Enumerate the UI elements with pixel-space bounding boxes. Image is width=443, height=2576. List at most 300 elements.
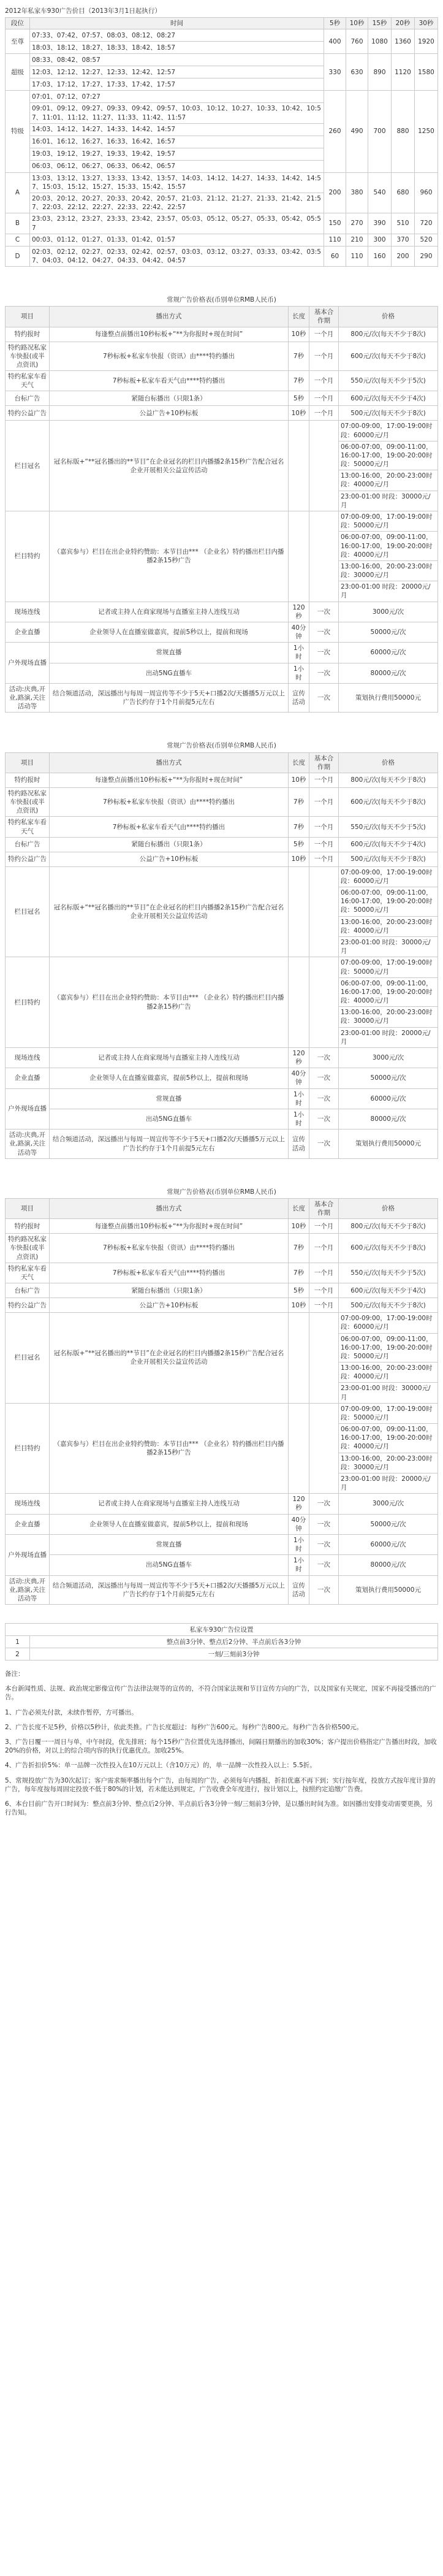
item-name: 特约公益广告 bbox=[6, 1298, 50, 1313]
tier-name: A bbox=[6, 172, 30, 213]
min-term: 一个月 bbox=[309, 1219, 339, 1234]
column-header: 项目 bbox=[6, 1198, 50, 1218]
note-item: 5、常规投放广告为30次起订；客户需求频率播出每个广告，由每周的广告，必须每年内播报，折扣优惠不再下到；实行按年度，投放方式按年度计算的广告，每年度按每周固定投放不低于80%的计划，若未能达到规定，广告收费全年度进行，按计划以上，按照约定追缴广告费。 bbox=[5, 1776, 436, 1793]
title-sponsor-price: 06:00-07:00，09:00-11:00，16:00-17:00，19:00-20:00时段：50000元/月 bbox=[339, 441, 438, 470]
table-row bbox=[6, 663, 438, 683]
item-name: 特约路况私家车快报(或半点资讯) bbox=[6, 1234, 50, 1263]
title-sponsor-price: 13:00-16:00，20:00-23:00时段：40000元/月 bbox=[339, 916, 438, 936]
guest-sponsor-term bbox=[309, 957, 339, 1048]
title-sponsor-price: 13:00-16:00，20:00-23:00时段：40000元/月 bbox=[339, 470, 438, 491]
broadcast-method: 7秒标板+私家车快报（资讯）由****特约播出 bbox=[50, 1234, 289, 1263]
title-sponsor-length bbox=[289, 866, 309, 957]
title-sponsor-price: 13:00-16:00，20:00-23:00时段：40000元/月 bbox=[339, 1363, 438, 1383]
table-row bbox=[6, 1088, 438, 1109]
item-name: 企业直播 bbox=[6, 1514, 50, 1534]
min-term: 一次 bbox=[309, 1129, 339, 1159]
price-cell: 210 bbox=[346, 234, 368, 246]
ad-length: 10秒 bbox=[289, 327, 309, 342]
item-name: 活动:庆典,开业,路演,关注活动等 bbox=[6, 1129, 50, 1159]
price-cell: 490 bbox=[346, 91, 368, 172]
broadcast-method: 结合频道活动，深远播出与每周一周宣传等不少于5天+口播2次/天播播5万元以上广告长约存于1个月前提5元左右 bbox=[50, 1575, 289, 1605]
price: 600元/次(每天不少于8次) bbox=[339, 342, 438, 371]
broadcast-method: 记者或主持人在商家现场与直播室主持人连线互动 bbox=[50, 1047, 289, 1068]
broadcast-method: 出动5NG直播车 bbox=[50, 663, 289, 683]
table-row bbox=[6, 866, 438, 887]
column-header: 30秒 bbox=[415, 18, 438, 29]
price-cell: 380 bbox=[346, 172, 368, 213]
price: 800元/次(每天不少于8次) bbox=[339, 327, 438, 342]
table-row bbox=[6, 1234, 438, 1263]
min-term: 一个月 bbox=[309, 787, 339, 817]
min-term: 一次 bbox=[309, 1494, 339, 1514]
item-name: 特约私家车看天气 bbox=[6, 1263, 50, 1283]
ad-length: 7秒 bbox=[289, 342, 309, 371]
table-row bbox=[6, 622, 438, 642]
price-cell: 390 bbox=[368, 213, 392, 234]
price-cell: 1120 bbox=[392, 54, 415, 91]
title-sponsor-term bbox=[309, 421, 339, 511]
price: 策划执行费用50000元 bbox=[339, 683, 438, 713]
table-row bbox=[6, 1636, 438, 1648]
guest-sponsor-method: （嘉宾参与）栏目在出企业特约赞助：本节目由*** （企业名）特约播出栏目内播播2条15秒广告 bbox=[50, 1403, 289, 1494]
guest-sponsor-name: 栏目特约 bbox=[6, 957, 50, 1048]
price-cell: 110 bbox=[346, 246, 368, 266]
min-term: 一个月 bbox=[309, 406, 339, 421]
note-item: 本台新闻性质、法规、政治规定影像宣传广告法律法规等的宣传的，不符合国家法规和节目宣传方向的广告，以及国家有关规定，国家不再接受播出的广告。 bbox=[5, 1685, 436, 1702]
min-term: 一次 bbox=[309, 1555, 339, 1575]
item-name: 特约私家车看天气 bbox=[6, 817, 50, 837]
price: 3000元/次 bbox=[339, 1494, 438, 1514]
tier-name: 至尊 bbox=[6, 29, 30, 54]
time-slots: 20:03、20:12、20:27、20:33、20:42、20:57、21:03、21:12、21:27、21:33、21:42、21:57、22:03、22:12、22:27、22:33、22:42、22:57 bbox=[30, 193, 324, 213]
column-header: 项目 bbox=[6, 307, 50, 327]
title-sponsor-name: 栏目冠名 bbox=[6, 866, 50, 957]
broadcast-method: 常规直播 bbox=[50, 643, 289, 663]
item-name: 现场连线 bbox=[6, 1494, 50, 1514]
column-header: 价格 bbox=[339, 307, 438, 327]
ad-length: 10秒 bbox=[289, 1219, 309, 1234]
ad-length: 5秒 bbox=[289, 391, 309, 406]
price-cell: 540 bbox=[368, 172, 392, 213]
tier-name: B bbox=[6, 213, 30, 234]
regular-ad-caption-3: 常规广告价格表(币别单位RMB人民币) bbox=[167, 1188, 276, 1196]
price-cell: 160 bbox=[368, 246, 392, 266]
table-row bbox=[6, 1494, 438, 1514]
item-name: 现场连线 bbox=[6, 1047, 50, 1068]
time-slots: 02:03、02:12、02:27、02:33、02:42、02:57、03:03、03:12、03:27、03:33、03:42、03:57、04:03、04:12、04:27、04:33、04:42、04:57 bbox=[30, 246, 324, 266]
price-cell: 1360 bbox=[392, 29, 415, 54]
guest-sponsor-price: 07:00-09:00，17:00-19:00时段：50000元/月 bbox=[339, 511, 438, 531]
column-header: 长度 bbox=[289, 307, 309, 327]
price-cell: 520 bbox=[415, 234, 438, 246]
time-slots: 07:33、07:42、07:57、08:03、08:12、08:27 bbox=[30, 29, 324, 42]
min-term: 一个月 bbox=[309, 1234, 339, 1263]
ad-length: 10秒 bbox=[289, 406, 309, 421]
min-term: 一次 bbox=[309, 602, 339, 622]
guest-sponsor-price: 07:00-09:00，17:00-19:00时段：50000元/月 bbox=[339, 1403, 438, 1423]
item-name: 台标广告 bbox=[6, 837, 50, 852]
table-row bbox=[6, 602, 438, 622]
price-cell: 960 bbox=[415, 172, 438, 213]
broadcast-method: 企业领导人在直播室做嘉宾，提前5秒以上，提前和现场 bbox=[50, 1068, 289, 1088]
item-name: 活动:庆典,开业,路演,关注活动等 bbox=[6, 1575, 50, 1605]
time-slots: 16:01、16:12、16:27、16:33、16:42、16:57 bbox=[30, 136, 324, 148]
broadcast-method: 常规直播 bbox=[50, 1088, 289, 1109]
guest-sponsor-price: 13:00-16:00，20:00-23:00时段：30000元/月 bbox=[339, 560, 438, 581]
time-slots: 13:03、13:12、13:27、13:33、13:42、13:57、14:03、14:12、14:27、14:33、14:42、14:57、15:03、15:12、15:27、15:33、15:42、15:57 bbox=[30, 172, 324, 193]
price: 策划执行费用50000元 bbox=[339, 1129, 438, 1159]
price-cell: 1250 bbox=[415, 91, 438, 172]
broadcast-method: 紧随台标播出（只限1条） bbox=[50, 837, 289, 852]
table-row bbox=[6, 817, 438, 837]
ad-length: 40分钟 bbox=[289, 1514, 309, 1534]
title-sponsor-method: 冠名标版+“**冠名播出的**节目”在企业冠名的栏目内播播2条15秒广告配合冠名企业开展相关公益宣传活动 bbox=[50, 421, 289, 511]
column-header: 播出方式 bbox=[50, 1198, 289, 1218]
time-slots: 07:01、07:12、07:27 bbox=[30, 91, 324, 103]
guest-sponsor-length bbox=[289, 957, 309, 1048]
table-row bbox=[6, 683, 438, 713]
min-term: 一个月 bbox=[309, 773, 339, 787]
tier-name: 特级 bbox=[6, 91, 30, 172]
price: 80000元/次 bbox=[339, 1109, 438, 1129]
rate-title: 2012年私家车930广告价目（2013年3月1日起执行） bbox=[5, 7, 161, 15]
price-cell: 150 bbox=[324, 213, 346, 234]
ad-length: 1小时 bbox=[289, 1088, 309, 1109]
price: 50000元/次 bbox=[339, 1514, 438, 1534]
guest-sponsor-length bbox=[289, 511, 309, 602]
price: 800元/次(每天不少于8次) bbox=[339, 1219, 438, 1234]
table-row bbox=[6, 1068, 438, 1088]
table-row bbox=[6, 371, 438, 391]
ad-length: 1小时 bbox=[289, 663, 309, 683]
guest-sponsor-name: 栏目特约 bbox=[6, 1403, 50, 1494]
tier-name: C bbox=[6, 234, 30, 246]
ad-length: 120秒 bbox=[289, 1494, 309, 1514]
table-row bbox=[6, 406, 438, 421]
title-sponsor-length bbox=[289, 1313, 309, 1404]
min-term: 一次 bbox=[309, 1575, 339, 1605]
table-row bbox=[6, 246, 438, 266]
min-term: 一次 bbox=[309, 1068, 339, 1088]
table-row bbox=[6, 1403, 438, 1423]
table-row bbox=[6, 234, 438, 246]
ad-length: 5秒 bbox=[289, 1283, 309, 1298]
price-cell: 760 bbox=[346, 29, 368, 54]
title-sponsor-price: 06:00-07:00，09:00-11:00，16:00-17:00，19:00-20:00时段：50000元/月 bbox=[339, 887, 438, 917]
ad-length: 10秒 bbox=[289, 773, 309, 787]
item-name: 特约报时 bbox=[6, 327, 50, 342]
item-name: 特约报时 bbox=[6, 1219, 50, 1234]
slot-desc: 一刻/三刻前3分钟 bbox=[30, 1648, 438, 1661]
broadcast-method: 记者或主持人在商家现场与直播室主持人连线互动 bbox=[50, 602, 289, 622]
outdoor-live-name: 户外现场直播 bbox=[6, 643, 50, 684]
table-row bbox=[6, 1109, 438, 1129]
time-slots: 09:01、09:12、09:27、09:33、09:42、09:57、10:03、10:12、10:27、10:33、10:42、10:57、11:01、11:12、11:27、11:33、11:42、11:57 bbox=[30, 103, 324, 123]
time-slots: 08:33、08:42、08:57 bbox=[30, 54, 324, 66]
price-cell: 330 bbox=[324, 54, 346, 91]
price-cell: 880 bbox=[392, 91, 415, 172]
broadcast-method: 结合频道活动，深远播出与每周一周宣传等不少于5天+口播2次/天播播5万元以上广告长约存于1个月前提5元左右 bbox=[50, 683, 289, 713]
min-term: 一次 bbox=[309, 1534, 339, 1554]
time-slot-rate-table bbox=[5, 17, 438, 267]
min-term: 一个月 bbox=[309, 391, 339, 406]
price-cell: 400 bbox=[324, 29, 346, 54]
title-sponsor-term bbox=[309, 866, 339, 957]
price: 80000元/次 bbox=[339, 1555, 438, 1575]
price-cell: 110 bbox=[324, 234, 346, 246]
table-row bbox=[6, 837, 438, 852]
outdoor-live-name: 户外现场直播 bbox=[6, 1534, 50, 1575]
item-name: 企业直播 bbox=[6, 622, 50, 642]
price: 80000元/次 bbox=[339, 663, 438, 683]
time-slots: 14:03、14:12、14:27、14:33、14:42、14:57 bbox=[30, 123, 324, 136]
title-sponsor-price: 07:00-09:00，17:00-19:00时段：60000元/月 bbox=[339, 421, 438, 441]
min-term: 一个月 bbox=[309, 342, 339, 371]
guest-sponsor-price: 06:00-07:00，09:00-11:00，16:00-17:00，19:00-20:00时段：40000元/月 bbox=[339, 977, 438, 1007]
min-term: 一次 bbox=[309, 622, 339, 642]
min-term: 一次 bbox=[309, 1109, 339, 1129]
slot-index: 2 bbox=[6, 1648, 30, 1661]
column-header: 段位 bbox=[6, 18, 30, 29]
column-header: 基本合作期 bbox=[309, 307, 339, 327]
guest-sponsor-length bbox=[289, 1403, 309, 1494]
price-cell: 890 bbox=[368, 54, 392, 91]
item-name: 台标广告 bbox=[6, 1283, 50, 1298]
ad-length: 10秒 bbox=[289, 852, 309, 866]
title-sponsor-method: 冠名标版+“**冠名播出的**节目”在企业冠名的栏目内播播2条15秒广告配合冠名企业开展相关公益宣传活动 bbox=[50, 1313, 289, 1404]
broadcast-method: 企业领导人在直播室做嘉宾，提前5秒以上，提前和现场 bbox=[50, 1514, 289, 1534]
table-row bbox=[6, 1514, 438, 1534]
title-sponsor-price: 07:00-09:00，17:00-19:00时段：60000元/月 bbox=[339, 866, 438, 887]
column-header: 项目 bbox=[6, 752, 50, 773]
price: 60000元/次 bbox=[339, 1534, 438, 1554]
table-row bbox=[6, 1263, 438, 1283]
price-cell: 680 bbox=[392, 172, 415, 213]
ad-length: 1小时 bbox=[289, 1109, 309, 1129]
notes-title: 备注： bbox=[5, 1670, 25, 1678]
price: 600元/次(每天不少于4次) bbox=[339, 391, 438, 406]
guest-sponsor-price: 06:00-07:00，09:00-11:00，16:00-17:00，19:00-20:00时段：40000元/月 bbox=[339, 1424, 438, 1453]
note-item: 1、广告必须先付款，未续作暂停，方可播出。 bbox=[5, 1708, 138, 1716]
ad-length: 40分钟 bbox=[289, 622, 309, 642]
table-row bbox=[6, 957, 438, 977]
min-term: 一个月 bbox=[309, 852, 339, 866]
price: 500元/次(每天不少于8次) bbox=[339, 1298, 438, 1313]
ad-length: 120秒 bbox=[289, 1047, 309, 1068]
guest-sponsor-price: 23:00-01:00 时段：20000元/月 bbox=[339, 1027, 438, 1047]
table-row bbox=[6, 1575, 438, 1605]
title-sponsor-method: 冠名标版+“**冠名播出的**节目”在企业冠名的栏目内播播2条15秒广告配合冠名企业开展相关公益宣传活动 bbox=[50, 866, 289, 957]
broadcast-method: 每逢整点前播出10秒标板+“**为你报时+现在时间” bbox=[50, 327, 289, 342]
time-slots: 18:03、18:12、18:27、18:33、18:42、18:57 bbox=[30, 42, 324, 54]
title-sponsor-price: 06:00-07:00，09:00-11:00，16:00-17:00，19:00-20:00时段：50000元/月 bbox=[339, 1333, 438, 1363]
ad-slot-setting-caption: 私家车930广告位设置 bbox=[6, 1624, 438, 1636]
title-sponsor-price: 23:00-01:00 时段：30000元/月 bbox=[339, 491, 438, 511]
time-slots: 19:03、19:12、19:27、19:33、19:42、19:57 bbox=[30, 148, 324, 160]
column-header: 5秒 bbox=[324, 18, 346, 29]
min-term: 一个月 bbox=[309, 817, 339, 837]
price-cell: 370 bbox=[392, 234, 415, 246]
title-sponsor-length bbox=[289, 421, 309, 511]
regular-ad-table-3 bbox=[5, 1198, 438, 1605]
price: 600元/次(每天不少于4次) bbox=[339, 837, 438, 852]
tier-name: D bbox=[6, 246, 30, 266]
table-row bbox=[6, 29, 438, 42]
table-row bbox=[6, 1534, 438, 1554]
slot-desc: 整点前3分钟、整点后2分钟、半点前后各3分钟 bbox=[30, 1636, 438, 1648]
price: 50000元/次 bbox=[339, 1068, 438, 1088]
price: 600元/次(每天不少于8次) bbox=[339, 787, 438, 817]
time-slots: 00:03、01:12、01:27、01:33、01:42、01:57 bbox=[30, 234, 324, 246]
guest-sponsor-price: 13:00-16:00，20:00-23:00时段：30000元/月 bbox=[339, 1453, 438, 1473]
column-header: 播出方式 bbox=[50, 752, 289, 773]
column-header: 20秒 bbox=[392, 18, 415, 29]
table-row bbox=[6, 421, 438, 441]
item-name: 特约私家车看天气 bbox=[6, 371, 50, 391]
column-header: 时间 bbox=[30, 18, 324, 29]
broadcast-method: 7秒标板+私家车快报（资讯）由****特约播出 bbox=[50, 342, 289, 371]
ad-length: 1小时 bbox=[289, 1555, 309, 1575]
broadcast-method: 7秒标板+私家车看天气由****特约播出 bbox=[50, 371, 289, 391]
table-row bbox=[6, 213, 438, 234]
title-sponsor-name: 栏目冠名 bbox=[6, 1313, 50, 1404]
table-row bbox=[6, 172, 438, 193]
broadcast-method: 7秒标板+私家车看天气由****特约播出 bbox=[50, 1263, 289, 1283]
guest-sponsor-price: 07:00-09:00，17:00-19:00时段：50000元/月 bbox=[339, 957, 438, 977]
price: 550元/次(每天不少于5次) bbox=[339, 817, 438, 837]
notes-section bbox=[5, 1667, 438, 1820]
title-sponsor-price: 23:00-01:00 时段：30000元/月 bbox=[339, 1383, 438, 1403]
ad-length: 7秒 bbox=[289, 1263, 309, 1283]
price-cell: 630 bbox=[346, 54, 368, 91]
ad-length: 宣传活动 bbox=[289, 1129, 309, 1159]
price-cell: 1920 bbox=[415, 29, 438, 54]
price: 50000元/次 bbox=[339, 622, 438, 642]
ad-length: 宣传活动 bbox=[289, 1575, 309, 1605]
price-cell: 300 bbox=[368, 234, 392, 246]
title-sponsor-term bbox=[309, 1313, 339, 1404]
min-term: 一次 bbox=[309, 1047, 339, 1068]
column-header: 15秒 bbox=[368, 18, 392, 29]
price: 500元/次(每天不少于8次) bbox=[339, 406, 438, 421]
item-name: 企业直播 bbox=[6, 1068, 50, 1088]
price: 策划执行费用50000元 bbox=[339, 1575, 438, 1605]
column-header: 长度 bbox=[289, 1198, 309, 1218]
item-name: 台标广告 bbox=[6, 391, 50, 406]
ad-slot-setting-table bbox=[5, 1623, 438, 1661]
price: 60000元/次 bbox=[339, 1088, 438, 1109]
table-row bbox=[6, 342, 438, 371]
min-term: 一个月 bbox=[309, 1263, 339, 1283]
note-item: 2、广告长度不足5秒，价格以5秒计，依此类推。广告长度超过：每秒广告600元。每秒广告800元。每秒广告各价格500元。 bbox=[5, 1723, 363, 1731]
guest-sponsor-method: （嘉宾参与）栏目在出企业特约赞助：本节目由*** （企业名）特约播出栏目内播播2条15秒广告 bbox=[50, 957, 289, 1048]
broadcast-method: 公益广告+10秒标板 bbox=[50, 1298, 289, 1313]
item-name: 活动:庆典,开业,路演,关注活动等 bbox=[6, 683, 50, 713]
outdoor-live-name: 户外现场直播 bbox=[6, 1088, 50, 1129]
price-cell: 60 bbox=[324, 246, 346, 266]
price-cell: 200 bbox=[392, 246, 415, 266]
ad-length: 7秒 bbox=[289, 817, 309, 837]
broadcast-method: 公益广告+10秒标板 bbox=[50, 852, 289, 866]
table-row bbox=[6, 643, 438, 663]
title-sponsor-price: 23:00-01:00 时段：30000元/月 bbox=[339, 937, 438, 957]
price-cell: 1580 bbox=[415, 54, 438, 91]
item-name: 特约公益广告 bbox=[6, 852, 50, 866]
item-name: 特约路况私家车快报(或半点资讯) bbox=[6, 342, 50, 371]
price-cell: 290 bbox=[415, 246, 438, 266]
table-row bbox=[6, 1047, 438, 1068]
title-sponsor-price: 07:00-09:00，17:00-19:00时段：60000元/月 bbox=[339, 1313, 438, 1333]
item-name: 特约报时 bbox=[6, 773, 50, 787]
table-row bbox=[6, 391, 438, 406]
price: 60000元/次 bbox=[339, 643, 438, 663]
table-row bbox=[6, 1129, 438, 1159]
time-slot-rate-header bbox=[6, 18, 438, 29]
min-term: 一个月 bbox=[309, 1283, 339, 1298]
column-header: 基本合作期 bbox=[309, 752, 339, 773]
table-row bbox=[6, 1298, 438, 1313]
ad-length: 120秒 bbox=[289, 602, 309, 622]
column-header: 10秒 bbox=[346, 18, 368, 29]
broadcast-method: 出动5NG直播车 bbox=[50, 1555, 289, 1575]
price: 600元/次(每天不少于8次) bbox=[339, 1234, 438, 1263]
table-row bbox=[6, 1283, 438, 1298]
guest-sponsor-price: 13:00-16:00，20:00-23:00时段：30000元/月 bbox=[339, 1007, 438, 1027]
min-term: 一个月 bbox=[309, 371, 339, 391]
ad-length: 7秒 bbox=[289, 371, 309, 391]
regular-ad-header bbox=[6, 752, 438, 773]
title-sponsor-name: 栏目冠名 bbox=[6, 421, 50, 511]
broadcast-method: 每逢整点前播出10秒标板+“**为你报时+现在时间” bbox=[50, 773, 289, 787]
min-term: 一次 bbox=[309, 643, 339, 663]
table-row bbox=[6, 852, 438, 866]
slot-index: 1 bbox=[6, 1636, 30, 1648]
price: 550元/次(每天不少于5次) bbox=[339, 371, 438, 391]
price: 550元/次(每天不少于5次) bbox=[339, 1263, 438, 1283]
note-item: 4、广告折扣价5%：单一品牌一次性投入在10万元以上（含10万元）的，单一品牌一次性投入以上：5.5折。 bbox=[5, 1762, 316, 1770]
price-cell: 720 bbox=[415, 213, 438, 234]
price: 500元/次(每天不少于8次) bbox=[339, 852, 438, 866]
price-cell: 200 bbox=[324, 172, 346, 213]
price: 3000元/次 bbox=[339, 1047, 438, 1068]
regular-ad-header bbox=[6, 1198, 438, 1218]
table-row bbox=[6, 327, 438, 342]
price-cell: 260 bbox=[324, 91, 346, 172]
broadcast-method: 7秒标板+私家车看天气由****特约播出 bbox=[50, 817, 289, 837]
table-row bbox=[6, 1648, 438, 1661]
item-name: 特约路况私家车快报(或半点资讯) bbox=[6, 787, 50, 817]
broadcast-method: 常规直播 bbox=[50, 1534, 289, 1554]
price-cell: 1080 bbox=[368, 29, 392, 54]
ad-length: 宣传活动 bbox=[289, 683, 309, 713]
table-row bbox=[6, 511, 438, 531]
min-term: 一次 bbox=[309, 663, 339, 683]
tier-name: 超级 bbox=[6, 54, 30, 91]
broadcast-method: 公益广告+10秒标板 bbox=[50, 406, 289, 421]
guest-sponsor-price: 23:00-01:00 时段：20000元/月 bbox=[339, 1473, 438, 1493]
column-header: 价格 bbox=[339, 1198, 438, 1218]
regular-ad-caption-1: 常规广告价格表(币别单位RMB人民币) bbox=[167, 296, 276, 304]
item-name: 现场连线 bbox=[6, 602, 50, 622]
column-header: 基本合作期 bbox=[309, 1198, 339, 1218]
item-name: 特约公益广告 bbox=[6, 406, 50, 421]
column-header: 价格 bbox=[339, 752, 438, 773]
table-row bbox=[6, 91, 438, 103]
table-row bbox=[6, 1313, 438, 1333]
table-row bbox=[6, 54, 438, 66]
guest-sponsor-price: 23:00-01:00 时段：20000元/月 bbox=[339, 581, 438, 602]
time-slots: 06:03、06:12、06:27、06:33、06:42、06:57 bbox=[30, 160, 324, 172]
